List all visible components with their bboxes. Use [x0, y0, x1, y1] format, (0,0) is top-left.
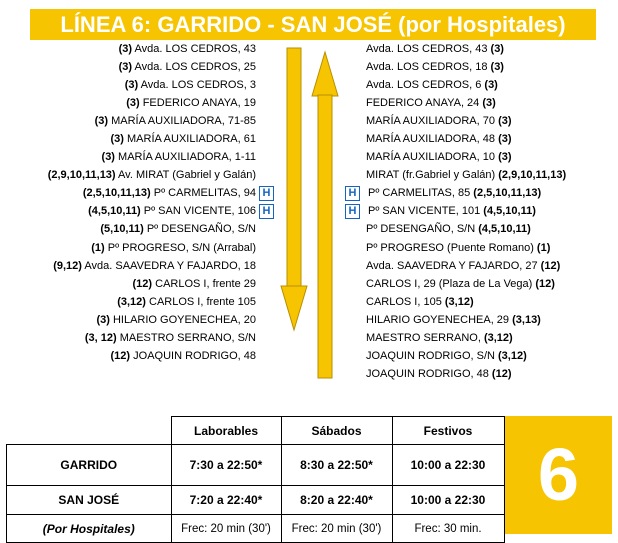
stop-item — [366, 293, 616, 311]
stop-connections: (3) — [490, 61, 504, 74]
stop-name: Pº PROGRESO, S/N (Arrabal) — [104, 241, 256, 254]
time-cell: 8:30 a 22:50* — [281, 445, 392, 486]
stop-item — [0, 293, 256, 311]
stop-connections: (2,9,10,11,13) — [498, 169, 567, 182]
frequency-cell: Frec: 20 min (30') — [171, 515, 281, 543]
stop-connections: (12) — [491, 367, 512, 380]
stop-item — [0, 239, 256, 257]
header-saturdays: Sábados — [281, 417, 392, 445]
stop-item — [366, 76, 616, 94]
stop-connections: (4,5,10,11) — [483, 205, 536, 218]
stop-connections: (1) — [91, 241, 105, 254]
stop-connections: (3,12) — [444, 295, 474, 308]
hospital-icon: H — [259, 204, 274, 219]
row-label: SAN JOSÉ — [7, 486, 172, 515]
schedule-row-garrido — [7, 445, 505, 486]
stop-connections: (4,5,10,11) — [88, 205, 141, 218]
stop-connections: (3) — [498, 151, 512, 164]
stop-connections: (3) — [124, 79, 139, 92]
stop-item — [366, 329, 616, 347]
stop-item — [366, 365, 616, 383]
direction-arrows — [270, 40, 348, 380]
stop-connections: (9,12) — [53, 259, 82, 272]
schedule-header-row — [7, 417, 505, 445]
stop-connections: (3) — [96, 313, 110, 326]
time-cell: 7:20 a 22:40* — [171, 486, 281, 515]
stop-connections: (4,5,10,11) — [478, 223, 531, 236]
stop-item — [0, 329, 256, 347]
stop-item — [366, 58, 616, 76]
stop-item — [0, 76, 256, 94]
up-arrow-icon — [312, 52, 338, 378]
line-title: LÍNEA 6: GARRIDO - SAN JOSÉ (por Hospitales) — [30, 9, 596, 40]
stop-name: Pº DESENGAÑO, S/N — [366, 223, 479, 236]
frequency-cell: Frec: 20 min (30') — [281, 515, 392, 543]
stop-name: Av. MIRAT (Gabriel y Galán) — [115, 169, 256, 182]
stop-connections: (12) — [535, 277, 555, 290]
stop-name: MARÍA AUXILIADORA, 61 — [123, 133, 256, 146]
stop-name: Avda. LOS CEDROS, 25 — [132, 61, 256, 74]
stop-item — [366, 40, 616, 58]
stop-name: CARLOS I, 29 (Plaza de La Vega) — [366, 277, 536, 290]
hospital-icon: H — [259, 186, 274, 201]
stop-name: Pº DESENGAÑO, S/N — [143, 223, 256, 236]
stop-connections: (3,13) — [512, 313, 541, 326]
stop-item — [366, 220, 616, 238]
stop-item — [366, 202, 616, 220]
stop-item — [0, 112, 256, 130]
stop-connections: (2,5,10,11,13) — [473, 187, 542, 200]
stop-connections: (2,9,10,11,13) — [47, 169, 116, 182]
stop-name: Pº SAN VICENTE, 101 — [368, 205, 484, 218]
stop-connections: (12) — [540, 259, 561, 272]
stop-name: JOAQUIN RODRIGO, 48 — [130, 349, 256, 362]
stop-connections: (12) — [132, 277, 153, 290]
header-holidays: Festivos — [392, 417, 504, 445]
return-stops-list — [366, 40, 616, 383]
stop-connections: (3) — [490, 43, 504, 55]
stop-name: Pº SAN VICENTE, 106 — [140, 205, 256, 218]
stop-connections: (3) — [94, 115, 109, 128]
stop-connections: (12) — [110, 349, 131, 362]
stop-item — [0, 220, 256, 238]
time-cell: 8:20 a 22:40* — [281, 486, 392, 515]
stop-name: CARLOS I, frente 105 — [145, 295, 256, 308]
stop-item — [366, 166, 616, 184]
stop-item — [366, 94, 616, 112]
stop-name: FEDERICO ANAYA, 24 — [366, 97, 483, 110]
line-number-badge: 6 — [505, 416, 612, 534]
stop-connections: (3, 12) — [84, 331, 117, 344]
stop-name: CARLOS I, frente 29 — [152, 277, 256, 290]
stop-connections: (3) — [110, 133, 124, 146]
stop-connections: (5,10,11) — [100, 223, 144, 236]
stop-name: Avda. SAAVEDRA Y FAJARDO, 27 — [366, 259, 541, 272]
stop-item — [0, 275, 256, 293]
stop-name: Pº CARMELITAS, 94 — [150, 187, 256, 200]
stop-item — [0, 347, 256, 365]
stop-name: MARÍA AUXILIADORA, 10 — [366, 151, 499, 164]
stop-item — [0, 184, 256, 202]
time-cell: 10:00 a 22:30 — [392, 445, 504, 486]
stop-name: HILARIO GOYENECHEA, 29 — [366, 313, 513, 326]
stop-item — [0, 148, 256, 166]
header-weekdays: Laborables — [171, 417, 281, 445]
stop-name: MIRAT (fr.Gabriel y Galán) — [366, 169, 499, 182]
stop-item — [366, 275, 616, 293]
stop-connections: (3) — [118, 61, 133, 74]
stop-name: MARÍA AUXILIADORA, 48 — [366, 133, 499, 146]
stop-connections: (3,12) — [483, 331, 513, 344]
stop-item — [366, 184, 616, 202]
stop-name: Avda. LOS CEDROS, 43 — [366, 43, 491, 55]
outbound-stops-list — [0, 40, 256, 365]
stop-name: Avda. LOS CEDROS, 43 — [132, 43, 256, 55]
time-cell: 7:30 a 22:50* — [171, 445, 281, 486]
schedule-row-frequency — [7, 515, 505, 543]
stop-connections: (3) — [482, 97, 496, 110]
stop-item — [0, 94, 256, 112]
stop-name: Avda. LOS CEDROS, 18 — [366, 61, 491, 74]
stop-connections: (3) — [126, 97, 140, 110]
stop-item — [366, 311, 616, 329]
stop-item — [366, 148, 616, 166]
stop-item — [0, 40, 256, 58]
stop-connections: (3,12) — [498, 349, 527, 362]
stop-name: HILARIO GOYENECHEA, 20 — [109, 313, 256, 326]
stop-name: JOAQUIN RODRIGO, 48 — [366, 367, 492, 380]
stop-item — [366, 112, 616, 130]
stop-connections: (3) — [484, 79, 498, 92]
stop-name: MARÍA AUXILIADORA, 70 — [366, 115, 499, 128]
stop-name: Pº PROGRESO (Puente Romano) — [366, 241, 537, 254]
stop-item — [0, 257, 256, 275]
stop-item — [0, 58, 256, 76]
stop-name: CARLOS I, 105 — [366, 295, 445, 308]
stop-name: Avda. SAAVEDRA Y FAJARDO, 18 — [81, 259, 256, 272]
stop-name: MAESTRO SERRANO, S/N — [116, 331, 256, 344]
row-label: (Por Hospitales) — [7, 515, 172, 543]
stop-connections: (1) — [536, 241, 551, 254]
stop-connections: (3) — [498, 115, 512, 128]
stop-connections: (3) — [101, 151, 115, 164]
down-arrow-icon — [281, 48, 307, 330]
stop-name: FEDERICO ANAYA, 19 — [139, 97, 256, 110]
stop-connections: (3) — [498, 133, 512, 146]
stop-name: JOAQUIN RODRIGO, S/N — [366, 349, 499, 362]
stop-item — [0, 166, 256, 184]
hospital-icon: H — [345, 186, 360, 201]
stop-connections: (2,5,10,11,13) — [82, 187, 151, 200]
schedule-corner — [7, 417, 172, 445]
stop-name: Pº CARMELITAS, 85 — [368, 187, 474, 200]
row-label: GARRIDO — [7, 445, 172, 486]
stop-item — [366, 239, 616, 257]
hospital-icon: H — [345, 204, 360, 219]
stop-item — [366, 130, 616, 148]
stop-connections: (3) — [118, 43, 133, 55]
schedule-row-san-jose — [7, 486, 505, 515]
stop-name: MARÍA AUXILIADORA, 71-85 — [108, 115, 256, 128]
stop-item — [366, 347, 616, 365]
stop-name: Avda. LOS CEDROS, 6 — [366, 79, 485, 92]
stop-connections: (3,12) — [117, 295, 146, 308]
stop-item — [366, 257, 616, 275]
schedule-table — [6, 416, 505, 543]
stop-name: MARÍA AUXILIADORA, 1-11 — [114, 151, 256, 164]
frequency-cell: Frec: 30 min. — [392, 515, 504, 543]
time-cell: 10:00 a 22:30 — [392, 486, 504, 515]
stop-item — [0, 311, 256, 329]
stop-name: MAESTRO SERRANO, — [366, 331, 484, 344]
stop-item — [0, 202, 256, 220]
stop-name: Avda. LOS CEDROS, 3 — [138, 79, 256, 92]
stop-item — [0, 130, 256, 148]
